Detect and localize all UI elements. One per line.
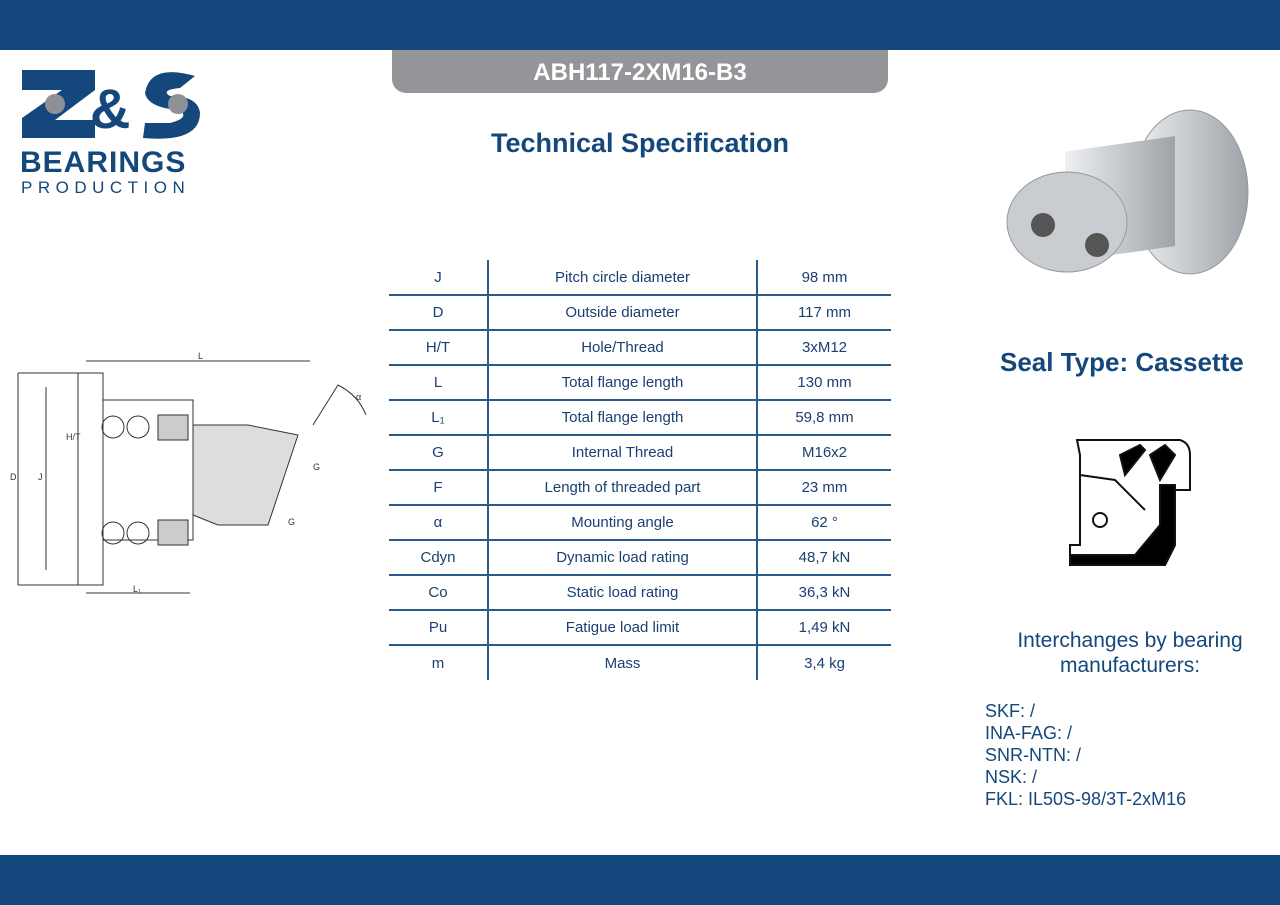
spec-value: 59,8 mm — [757, 400, 891, 435]
spec-symbol: J — [389, 260, 488, 295]
spec-value: 48,7 kN — [757, 540, 891, 575]
interchange-nsk: NSK: / — [985, 767, 1038, 787]
interchange-fkl: FKL: IL50S-98/3T-2xM16 — [985, 789, 1187, 809]
spec-name: Mass — [488, 645, 757, 680]
svg-text:L: L — [198, 351, 204, 361]
logo-mark — [20, 68, 205, 143]
interchanges-title: Interchanges by bearing manufacturers: — [1017, 629, 1243, 677]
spec-value: 117 mm — [757, 295, 891, 330]
seal-cross-section — [1065, 435, 1195, 570]
interchange-ina-fag: INA-FAG: / — [985, 723, 1073, 743]
spec-symbol: G — [389, 435, 488, 470]
spec-symbol: L — [389, 365, 488, 400]
spec-name: Internal Thread — [488, 435, 757, 470]
header-band — [0, 0, 1280, 50]
logo-line1: BEARINGS — [20, 146, 187, 179]
spec-symbol: α — [389, 505, 488, 540]
product-image — [1005, 100, 1255, 285]
spec-symbol: D — [389, 295, 488, 330]
spec-value: 130 mm — [757, 365, 891, 400]
svg-text:D: D — [10, 472, 17, 482]
spec-value: 36,3 kN — [757, 575, 891, 610]
spec-symbol: H/T — [389, 330, 488, 365]
svg-text:J: J — [38, 472, 43, 482]
spec-name: Outside diameter — [488, 295, 757, 330]
spec-row — [389, 330, 891, 365]
svg-text:L₁: L₁ — [133, 584, 142, 594]
spec-symbol: F — [389, 470, 488, 505]
spec-value: M16x2 — [757, 435, 891, 470]
spec-row — [389, 435, 891, 470]
spec-name: Pitch circle diameter — [488, 260, 757, 295]
svg-text:&: & — [90, 77, 131, 140]
interchange-snr-ntn: SNR-NTN: / — [985, 745, 1081, 765]
svg-text:G: G — [288, 517, 296, 527]
spec-symbol: m — [389, 645, 488, 680]
spec-row — [389, 610, 891, 645]
spec-row — [389, 365, 891, 400]
spec-value: 98 mm — [757, 260, 891, 295]
spec-row — [389, 260, 891, 295]
svg-text:α: α — [356, 392, 362, 402]
spec-value: 62 ° — [757, 505, 891, 540]
spec-row — [389, 470, 891, 505]
page-title: Technical Specification — [490, 128, 790, 158]
spec-name: Total flange length — [488, 365, 757, 400]
logo-line2: PRODUCTION — [21, 178, 191, 197]
interchange-skf: SKF: / — [985, 701, 1036, 721]
spec-value: 3,4 kg — [804, 654, 845, 672]
spec-name: Length of threaded part — [488, 470, 757, 505]
spec-symbol: Cdyn — [389, 540, 488, 575]
footer-band — [0, 855, 1280, 905]
technical-drawing — [8, 345, 388, 605]
spec-row — [389, 400, 891, 435]
spec-name: Static load rating — [488, 575, 757, 610]
spec-value: 1,49 kN — [757, 610, 891, 645]
spec-value: 23 mm — [757, 470, 891, 505]
interchanges-list — [985, 700, 1186, 810]
spec-name: Fatigue load limit — [488, 610, 757, 645]
svg-text:H/T: H/T — [66, 432, 81, 442]
spec-symbol: L₁ — [389, 400, 488, 435]
spec-row — [389, 295, 891, 330]
spec-name: Total flange length — [488, 400, 757, 435]
spec-row — [389, 575, 891, 610]
seal-type-title: Seal Type: Cassette — [1000, 347, 1244, 377]
spec-value: 3xM12 — [757, 330, 891, 365]
spec-symbol: Pu — [389, 610, 488, 645]
spec-name: Mounting angle — [488, 505, 757, 540]
spec-row — [389, 645, 891, 680]
spec-table — [389, 260, 891, 680]
svg-text:G: G — [313, 462, 321, 472]
part-number: ABH117-2XM16-B3 — [392, 50, 888, 93]
spec-row — [389, 540, 891, 575]
spec-row — [389, 505, 891, 540]
spec-symbol: Co — [389, 575, 488, 610]
spec-name: Dynamic load rating — [488, 540, 757, 575]
spec-name: Hole/Thread — [488, 330, 757, 365]
